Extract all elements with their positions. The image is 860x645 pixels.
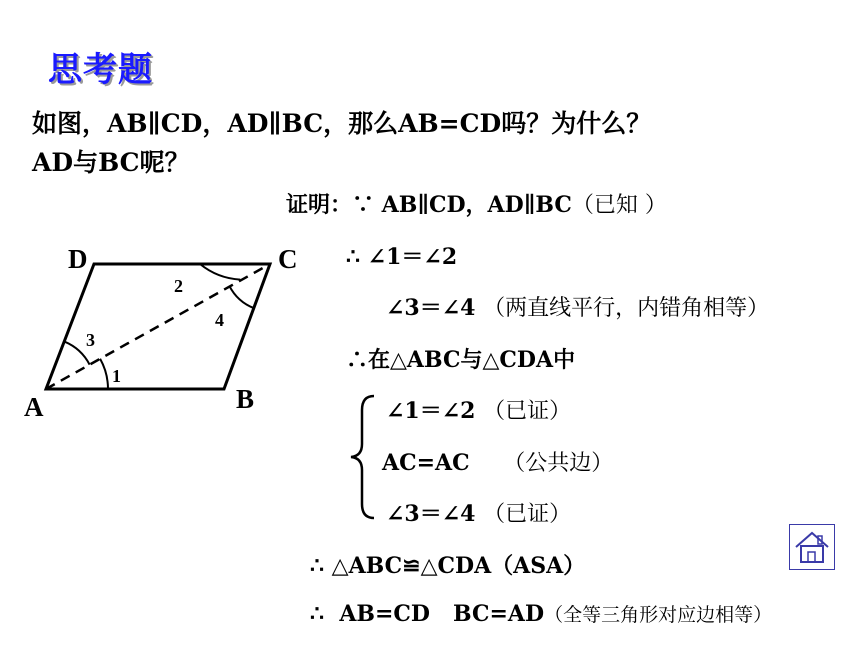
vertex-d-label: D <box>68 244 88 274</box>
angle-arc-2 <box>200 264 240 280</box>
proof-condition-1-text: ∠1＝∠2 <box>386 398 476 424</box>
angle-2-label: 2 <box>174 276 183 296</box>
diagonal-ac <box>46 264 270 389</box>
proof-given-text: 证明：∵ AB∥CD，AD∥BC <box>286 192 572 218</box>
proof-conclusion-1: ∴ △ABC≌△CDA（ASA） <box>310 553 586 579</box>
page-title: 思考题 <box>48 50 153 90</box>
angle-4-label: 4 <box>215 310 224 330</box>
vertex-a-label: A <box>24 392 44 422</box>
proof-condition-3 <box>386 497 571 528</box>
vertex-c-label: C <box>278 244 298 274</box>
question-line-2: AD与BC呢？ <box>32 148 190 177</box>
angle-1-label: 1 <box>112 366 121 386</box>
curly-brace <box>346 392 380 522</box>
proof-conclusion-2-reason: （全等三角形对应边相等） <box>544 604 773 626</box>
proof-condition-1 <box>386 394 571 425</box>
proof-step-1: ∴ ∠1＝∠2 <box>346 244 458 270</box>
proof-condition-3-text: ∠3＝∠4 <box>386 501 476 527</box>
proof-condition-2-reason: （公共边） <box>503 451 614 476</box>
proof-step-3: ∴在△ABC与△CDA中 <box>346 347 576 373</box>
proof-conclusion-2 <box>310 600 772 627</box>
proof-step-2 <box>386 291 769 322</box>
vertex-b-label: B <box>236 384 255 414</box>
proof-conclusion-2-text: ∴ AB=CD BC=AD <box>310 601 545 627</box>
home-button[interactable] <box>789 524 835 570</box>
proof-given <box>286 188 667 219</box>
proof-condition-2-text: AC=AC <box>382 450 470 476</box>
proof-condition-2 <box>382 446 613 477</box>
angle-arc-1 <box>100 359 108 389</box>
angle-3-label: 3 <box>86 330 95 350</box>
proof-condition-1-reason: （已证） <box>483 399 572 424</box>
proof-step-2-text: ∠3＝∠4 <box>386 295 476 321</box>
angle-arc-4 <box>229 286 254 309</box>
parallelogram-figure <box>0 230 320 430</box>
proof-given-reason: （已知 ） <box>571 193 667 218</box>
home-icon <box>790 525 834 569</box>
proof-condition-3-reason: （已证） <box>483 502 572 527</box>
proof-step-2-reason: （两直线平行，内错角相等） <box>483 296 770 321</box>
question-line-1: 如图，AB∥CD，AD∥BC，那么AB=CD吗？为什么？ <box>32 109 652 138</box>
